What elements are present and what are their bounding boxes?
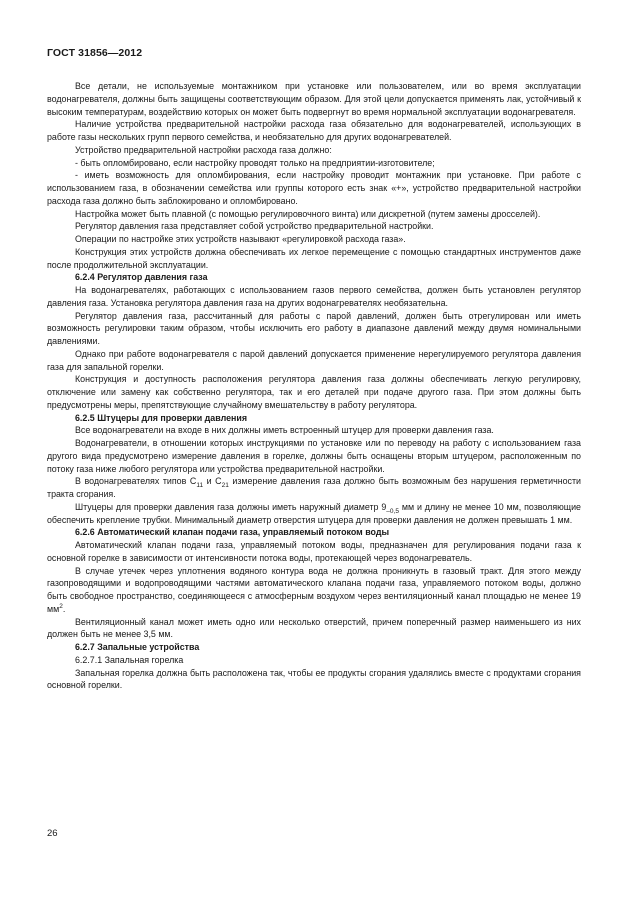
- superscript: 2: [59, 602, 63, 610]
- paragraph-fitting-diameter: [47, 501, 581, 527]
- paragraph-vent-area: [47, 565, 581, 616]
- paragraph: Водонагреватели, в отношении которых инструкциями по установке или по переводу на работу с использованием газа другого вида предусмотрено измерение давления в горелке, должны быть оснащены вторым штуцером, расположенным по потоку газа ниже любого регулятора или устройства предварительной настройки.: [47, 438, 581, 474]
- paragraph: Конструкция этих устройств должна обеспечивать их легкое перемещение с помощью стандартных инструментов даже после продолжительной эксплуатации.: [47, 246, 581, 270]
- paragraph: Регулятор давления газа представляет собой устройство предварительной настройки.: [75, 221, 434, 232]
- paragraph: Операции по настройке этих устройств называют «регулировкой расхода газа».: [75, 234, 406, 244]
- text-run: и С: [203, 476, 222, 487]
- subscript: 21: [221, 482, 229, 490]
- text-run: Штуцеры для проверки давления газа должны иметь наружный диаметр 9: [75, 501, 387, 512]
- paragraph: Наличие устройства предварительной настройки расхода газа обязательно для водонагревателей, использующих в работе газы нескольких групп первого семейства, и необязательно для других водонагревателей.: [47, 119, 581, 142]
- section-heading-6-2-7: 6.2.7 Запальные устройства: [75, 642, 200, 652]
- paragraph: Запальная горелка должна быть расположена так, чтобы ее продукты сгорания удалялись вместе с продуктами сгорания основной горелки.: [47, 667, 581, 691]
- text-run: В случае утечек через уплотнения водяного контура вода не должна проникнуть в газовый тракт. Для этого между газопроводящими и водопроводящими частями автоматического клапана подачи газа, управляемого потоком воды, должно быть свободное пространство, соединяющееся с атмосферным воздухом через вентиляционный канал площадью не менее 19 мм: [47, 565, 581, 614]
- paragraph: Все водонагреватели на входе в них должны иметь встроенный штуцер для проверки давления газа.: [75, 425, 494, 436]
- paragraph: Устройство предварительной настройки расхода газа должно:: [75, 144, 332, 155]
- section-heading-6-2-6: 6.2.6 Автоматический клапан подачи газа, управляемый потоком воды: [75, 527, 390, 538]
- subscript: 11: [196, 482, 204, 490]
- subscript: –0,5: [386, 507, 399, 515]
- list-item: - быть опломбировано, если настройку проводят только на предприятии-изготовителе;: [75, 157, 435, 168]
- page-number: 26: [47, 828, 58, 839]
- paragraph: Все детали, не используемые монтажником при установке или пользователем, или во время эксплуатации водонагревателя, должны быть защищены соответствующим образом. Для этой цели допускается применять лак, устойчивый к высоким температурам, воздействию которых он может быть подвергнут во время нормальной эксплуатации водонагревателя.: [47, 81, 581, 117]
- section-heading-6-2-4: 6.2.4 Регулятор давления газа: [75, 272, 208, 283]
- paragraph: Вентиляционный канал может иметь одно или несколько отверстий, причем поперечный размер наименьшего из них должен быть не менее 3,5 мм.: [47, 616, 581, 640]
- subsection-heading-6-2-7-1: 6.2.7.1 Запальная горелка: [75, 654, 184, 665]
- paragraph: Конструкция и доступность расположения регулятора давления газа должны обеспечивать легкую регулировку, отключение или замену как собственно регулятора, так и его деталей при подаче другого газа. При этом должны быть предусмотрены меры, препятствующие случайному вмешательству в работу регулятора.: [47, 374, 581, 410]
- paragraph: Настройка может быть плавной (с помощью регулировочного винта) или дискретной (путем замены дросселей).: [75, 208, 541, 219]
- paragraph: Автоматический клапан подачи газа, управляемый потоком воды, предназначен для регулирования подачи газа к основной горелке в зависимости от интенсивности потока воды, протекающей через водонагреватель.: [47, 540, 581, 563]
- text-run: .: [62, 603, 66, 614]
- paragraph-c-types: [47, 475, 581, 501]
- paragraph: Регулятор давления газа, рассчитанный для работы с парой давлений, должен быть отрегулирован или иметь возможность регулировки таким образом, чтобы исключить его работу в диапазоне давлений между двумя номинальными давлениями.: [47, 310, 581, 346]
- paragraph: На водонагревателях, работающих с использованием газов первого семейства, должен быть установлен регулятор давления газа. Установка регулятора давления газа на других водонагревателях необязательна.: [47, 285, 581, 308]
- text-run: В водонагревателях типов С: [75, 476, 197, 487]
- paragraph: Однако при работе водонагревателя с парой давлений допускается применение нерегулируемого регулятора давления газа для запальной горелки.: [47, 348, 581, 372]
- text-run: измерение давления газа должно быть возможным без нарушения герметичности тракта сгорания.: [47, 476, 581, 499]
- document-header: ГОСТ 31856—2012: [47, 47, 143, 59]
- document-body: [47, 80, 581, 692]
- section-heading-6-2-5: 6.2.5 Штуцеры для проверки давления: [75, 412, 248, 423]
- text-run: мм и длину не менее 10 мм, позволяющие обеспечить крепление трубки. Минимальный диаметр отверстия штуцера для проверки давления не должен превышать 1 мм.: [47, 501, 581, 525]
- list-item: - иметь возможность для опломбирования, если настройку проводит монтажник при установке. При работе с использованием газа, в обозначении семейства или группы которого есть знак «+», устройство предварительной настройки расхода газа должно быть заблокировано и опломбировано.: [47, 170, 581, 206]
